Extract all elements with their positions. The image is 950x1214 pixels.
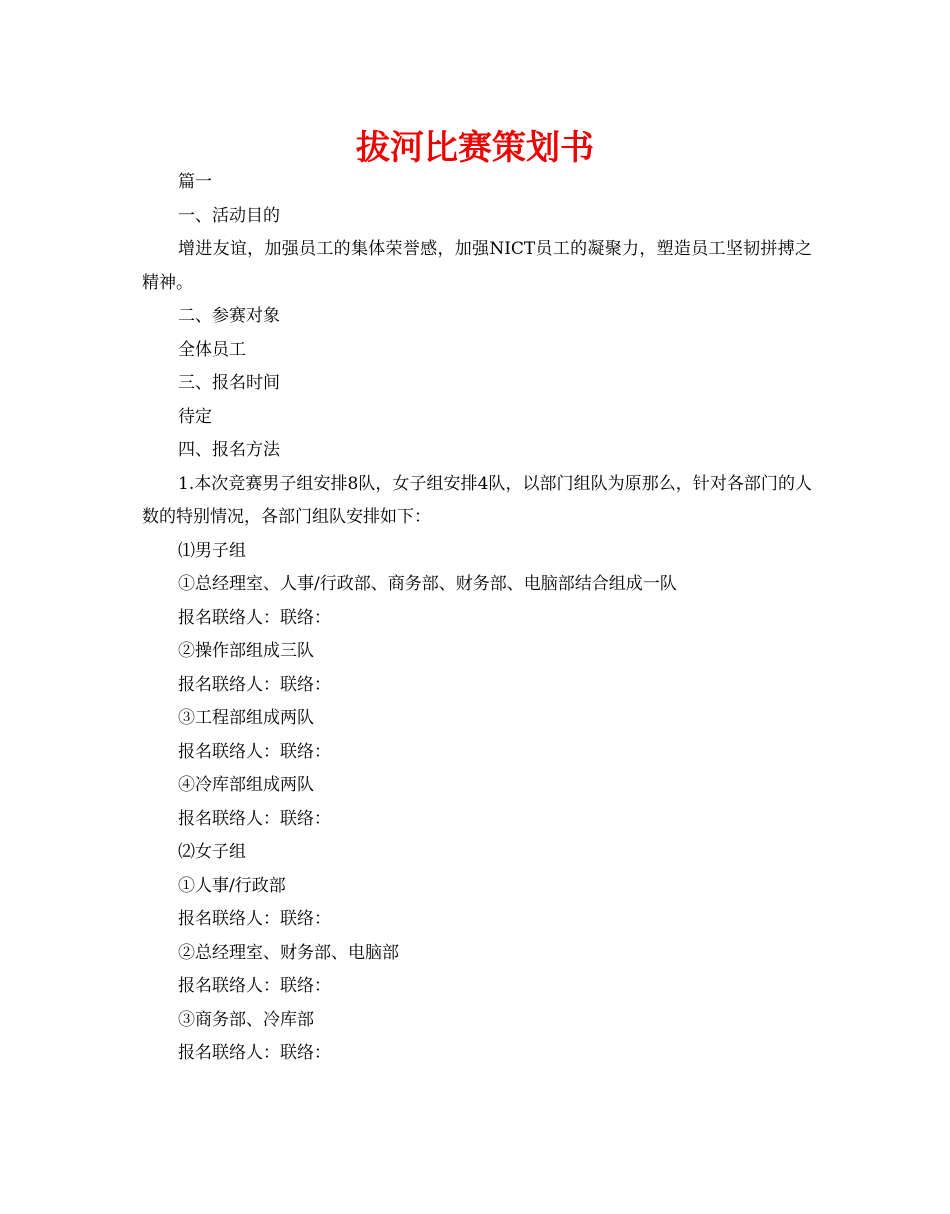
section-heading-registration-time: 三、报名时间 xyxy=(178,373,280,393)
list-item: ②总经理室、财务部、电脑部 xyxy=(178,942,399,963)
list-item: ②操作部组成三队 xyxy=(178,641,314,661)
contact-line: 报名联络人：联络： xyxy=(178,808,331,829)
paragraph-registration-time: 待定 xyxy=(178,406,212,427)
section-heading-registration-method: 四、报名方法 xyxy=(178,440,280,460)
paragraph-part-label: 篇一 xyxy=(178,172,212,192)
subheading-women-group: ⑵女子组 xyxy=(178,842,246,862)
list-item: ①人事/行政部 xyxy=(178,875,286,896)
list-item: ③工程部组成两队 xyxy=(178,708,314,728)
contact-line: 报名联络人：联络： xyxy=(178,674,331,695)
document-title: 拔河比赛策划书 xyxy=(356,128,594,168)
list-item: ①总经理室、人事/行政部、商务部、财务部、电脑部结合组成一队 xyxy=(178,574,677,594)
contact-line: 报名联络人：联络： xyxy=(178,976,331,996)
contact-line: 报名联络人：联络： xyxy=(178,1043,331,1063)
section-heading-purpose: 一、活动目的 xyxy=(178,205,280,226)
list-item: ③商务部、冷库部 xyxy=(178,1009,314,1030)
document-body xyxy=(142,166,812,1071)
section-heading-participants: 二、参赛对象 xyxy=(178,306,280,326)
contact-line: 报名联络人：联络： xyxy=(178,909,331,929)
paragraph-participants: 全体员工 xyxy=(178,339,246,360)
subheading-men-group: ⑴男子组 xyxy=(178,540,246,561)
list-item: ④冷库部组成两队 xyxy=(178,775,314,795)
paragraph-team-arrangement: 1.本次竞赛男子组安排8队，女子组安排4队，以部门组队为原那么，针对各部门的人数的特别情况，各部门组队安排如下： xyxy=(142,473,812,527)
contact-line: 报名联络人：联络： xyxy=(178,741,331,762)
paragraph-purpose: 增进友谊，加强员工的集体荣誉感，加强NICT员工的凝聚力，塑造员工坚韧拼搏之精神。 xyxy=(142,239,812,293)
contact-line: 报名联络人：联络： xyxy=(178,607,331,628)
